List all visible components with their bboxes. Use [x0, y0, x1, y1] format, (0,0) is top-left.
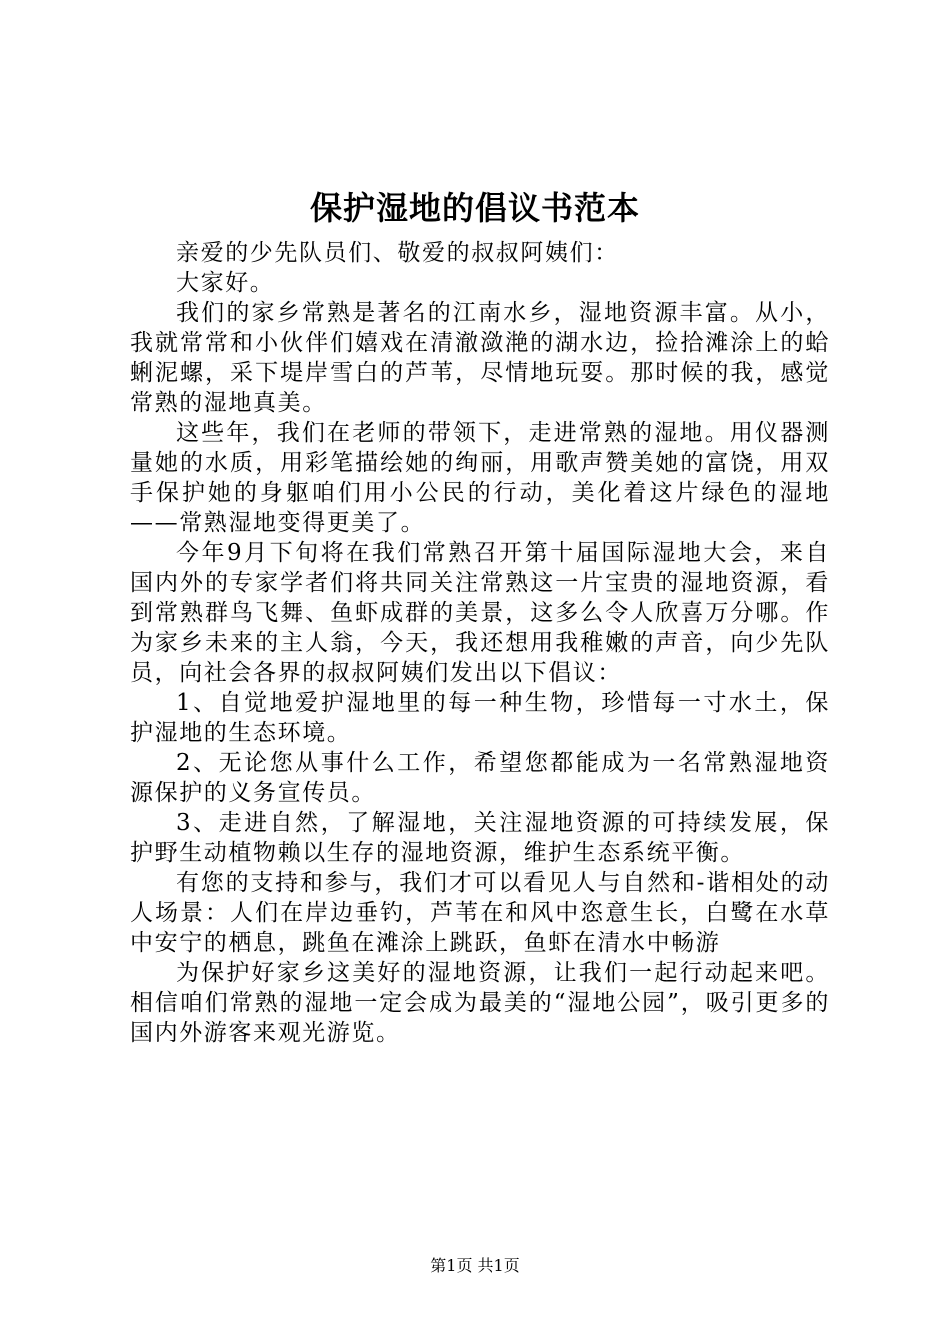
- proposal-item: 3、走进自然，了解湿地，关注湿地资源的可持续发展，保护野生动植物赖以生存的湿地资源，维护生态系统平衡。: [130, 810, 830, 866]
- body-paragraph: 今年9月下旬将在我们常熟召开第十届国际湿地大会，来自国内外的专家学者们将共同关注常熟这一片宝贵的湿地资源，看到常熟群鸟飞舞、鱼虾成群的美景，这多么令人欣喜万分哪。作为家乡未来的主人翁，今天，我还想用我稚嫩的声音，向少先队员，向社会各界的叔叔阿姨们发出以下倡议：: [130, 540, 830, 686]
- body-paragraph: 这些年，我们在老师的带领下，走进常熟的湿地。用仪器测量她的水质，用彩笔描绘她的绚丽，用歌声赞美她的富饶，用双手保护她的身躯咱们用小公民的行动，美化着这片绿色的湿地——常熟湿地变得更美了。: [130, 420, 830, 536]
- proposal-item: 1、自觉地爱护湿地里的每一种生物，珍惜每一寸水土，保护湿地的生态环境。: [130, 690, 830, 746]
- greeting-paragraph: 亲爱的少先队员们、敬爱的叔叔阿姨们：: [176, 240, 619, 266]
- page-title: 保护湿地的倡议书范本: [309, 189, 640, 227]
- body-paragraph: 我们的家乡常熟是著名的江南水乡，湿地资源丰富。从小，我就常常和小伙伴们嬉戏在清澈潋滟的湖水边，捡拾滩涂上的蛤蜊泥螺，采下堤岸雪白的芦苇，尽情地玩耍。那时候的我，感觉常熟的湿地真美。: [130, 300, 830, 416]
- proposal-item: 2、无论您从事什么工作，希望您都能成为一名常熟湿地资源保护的义务宣传员。: [130, 750, 830, 806]
- page-number: 第1页 共1页: [430, 1256, 520, 1275]
- body-paragraph: 有您的支持和参与，我们才可以看见人与自然和-谐相处的动人场景：人们在岸边垂钓，芦苇在和风中恣意生长，白鹭在水草中安宁的栖息，跳鱼在滩涂上跳跃，鱼虾在清水中畅游: [130, 870, 830, 956]
- closing-paragraph: 为保护好家乡这美好的湿地资源，让我们一起行动起来吧。相信咱们常熟的湿地一定会成为最美的“湿地公园”，吸引更多的国内外游客来观光游览。: [130, 960, 830, 1046]
- document-body: [130, 238, 830, 1048]
- salutation-paragraph: 大家好。: [176, 270, 275, 296]
